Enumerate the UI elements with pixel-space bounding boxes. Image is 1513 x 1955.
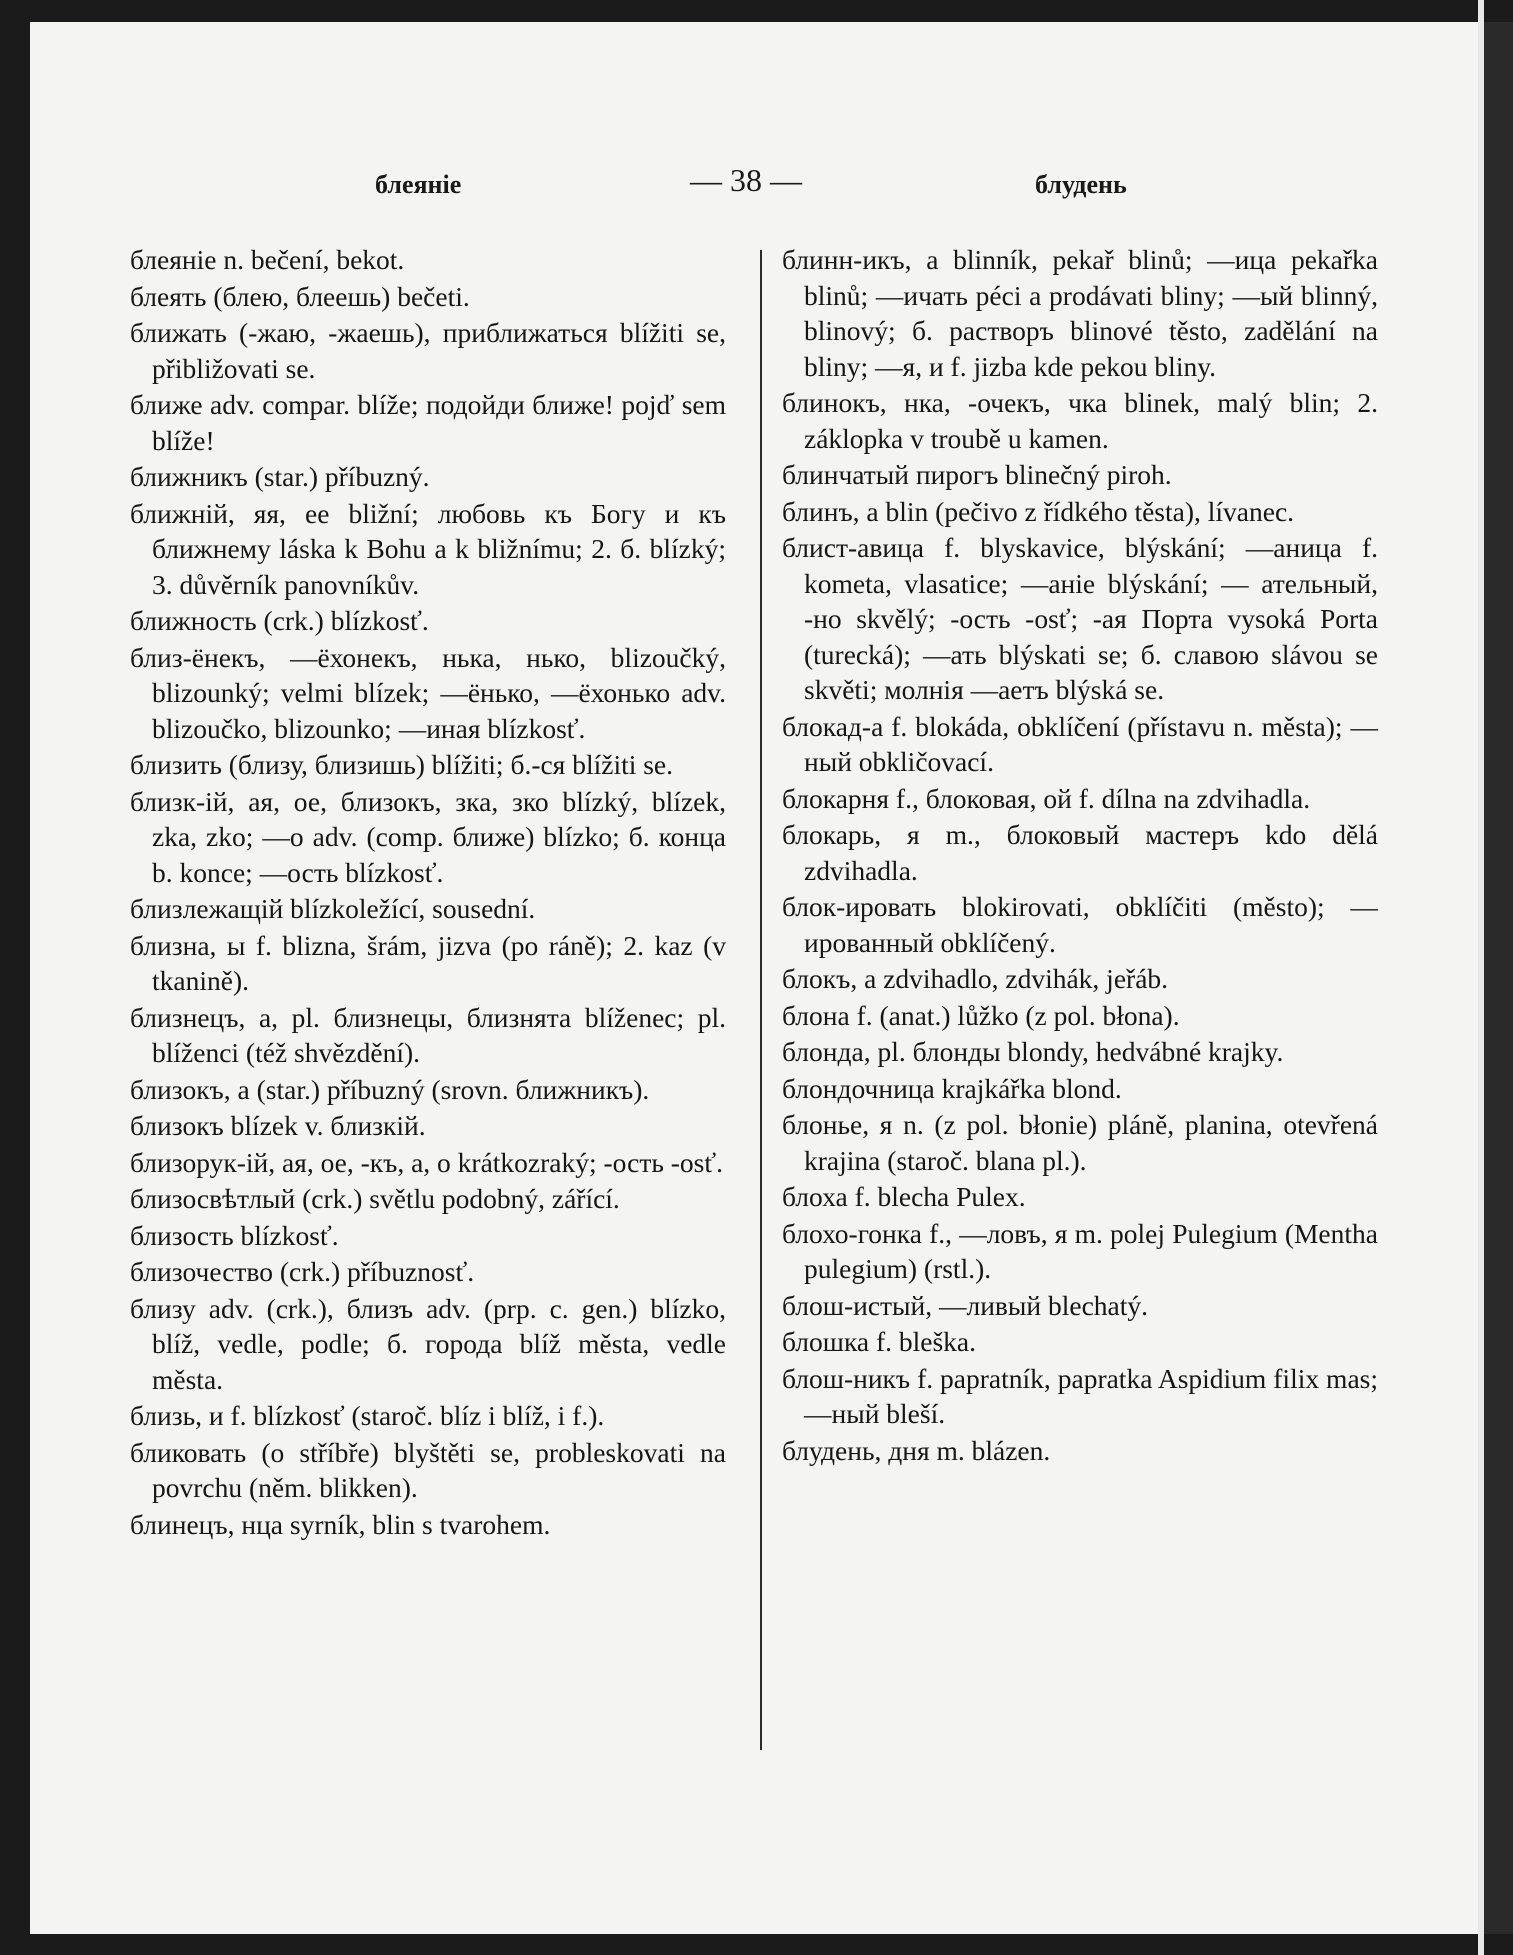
dictionary-entry: ближать (-жаю, -жаешь), приближаться blížiti se, přibližovati se. <box>130 317 726 384</box>
dictionary-entry: ближе adv. compar. blíže; подойди ближе! pojď sem blíže! <box>130 389 726 456</box>
dictionary-entry: близосвѣтлый (crk.) světlu podobný, zářící. <box>130 1183 620 1214</box>
dictionary-entry: близорук-ій, ая, ое, -къ, а, о krátkozraký; -ость -osť. <box>130 1146 723 1178</box>
dictionary-entry: блош-никъ f. papratník, papratka Aspidium filix mas; —ный bleší. <box>782 1362 1378 1429</box>
dictionary-entry: бликовать (o stříbře) blyštěti se, probleskovati na povrchu (něm. blikken). <box>130 1436 726 1503</box>
dictionary-entry: близк-ій, ая, ое, близокъ, зка, зко blízký, blízek, zka, zko; —о adv. (comp. ближе) blízko; б. конца b. konce; —ость blízkosť. <box>130 785 726 888</box>
dictionary-entry: блоха f. blecha Pulex. <box>782 1181 1026 1212</box>
dictionary-entry: блинн-икъ, a blinník, pekař blinů; —ица pekařka blinů; —ичать péci a prodávati bliny; —ый blinný, blinový; б. растворъ blinové těsto, zadělání na bliny; —я, и f. jizba kde pekou bliny. <box>782 244 1378 382</box>
page-header <box>30 162 1478 202</box>
dictionary-entry: блист-авица f. blyskavice, blýskání; —аница f. kometa, vlasatice; —аніе blýskání; — ательный, -но skvělý; -ость -osť; -ая Порта vysoká Porta (turecká); —ать blýskati se; б. славою slávou se skvěti; молнія —аетъ blýská se. <box>782 532 1378 705</box>
dictionary-entry: блинецъ, нца syrník, blin s tvarohem. <box>130 1508 551 1540</box>
dictionary-entry: близна, ы f. blizna, šrám, jizva (po ráně); 2. kaz (v tkanině). <box>130 929 726 996</box>
dictionary-entry: близнецъ, а, pl. близнецы, близнята blíženec; pl. blíženci (též shvězdění). <box>130 1001 726 1068</box>
dictionary-entry: блона f. (anat.) lůžko (z pol. błona). <box>782 999 1180 1031</box>
dictionary-entry: блошка f. bleška. <box>782 1326 977 1357</box>
dictionary-entry: близочество (crk.) příbuznosť. <box>130 1256 475 1287</box>
dictionary-entry: блинокъ, нка, -очекъ, чка blinek, malý blin; 2. záklopka v troubě u kamen. <box>782 387 1378 454</box>
dictionary-entry: близокъ blízek v. близкій. <box>130 1110 426 1141</box>
dictionary-entry: блинчатый пирогъ blinečný piroh. <box>782 459 1172 490</box>
dictionary-entry: блокъ, а zdvihadlo, zdvihák, jeřáb. <box>782 963 1169 994</box>
column-divider <box>760 250 762 1750</box>
dictionary-entry: блок-ировать blokirovati, obklíčiti (město); —ированный obklíčený. <box>782 891 1378 958</box>
dictionary-entry: блондочница krajkářka blond. <box>782 1072 1122 1104</box>
dictionary-page <box>30 22 1478 1934</box>
dictionary-entry: близокъ, а (star.) příbuzný (srovn. ближникъ). <box>130 1073 650 1105</box>
dictionary-entry: блокад-а f. blokáda, obklíčení (přístavu n. města); —ный obkličovací. <box>782 710 1378 777</box>
scan-right-edge <box>1484 22 1513 1934</box>
dictionary-entry: блонда, pl. блонды blondy, hedvábné krajky. <box>782 1036 1284 1067</box>
dictionary-entry: ближній, яя, ее bližní; любовь къ Богу и къ ближнему láska k Bohu a k bližnímu; 2. б. blízký; 3. důvěrník panovníkův. <box>130 497 726 600</box>
header-first-headword: блеяніе <box>375 170 462 199</box>
dictionary-entry: близить (близу, близишь) blížiti; б.-ся blížiti se. <box>130 749 674 780</box>
dictionary-entry: близлежащій blízkoležící, sousední. <box>130 893 536 924</box>
dictionary-entry: блонье, я n. (z pol. błonie) pláně, planina, otevřená krajina (staroč. blana pl.). <box>782 1109 1378 1176</box>
dictionary-entry: ближникъ (star.) příbuzný. <box>130 461 430 492</box>
dictionary-entry: блохо-гонка f., —ловъ, я m. polej Pulegium (Mentha pulegium) (rstl.). <box>782 1217 1378 1284</box>
dictionary-entry: блудень, дня m. blázen. <box>782 1434 1051 1466</box>
dictionary-entry: блинъ, а blin (pečivo z řídkého těsta), lívanec. <box>782 495 1295 527</box>
left-column <box>130 242 726 1932</box>
dictionary-entry: близу adv. (crk.), близъ adv. (prp. c. gen.) blízko, blíž, vedle, podle; б. города blíž města, vedle města. <box>130 1292 726 1395</box>
dictionary-entry: блеять (блею, блеешь) bečeti. <box>130 280 470 312</box>
dictionary-entry: близ-ёнекъ, —ёхонекъ, нька, нько, blizoučký, blizounký; velmi blízek; —ёнько, —ёхонько adv. blizoučko, blizounko; —иная blízkosť. <box>130 641 726 744</box>
header-last-headword: блудень <box>1035 170 1127 199</box>
dictionary-entry: блокарь, я m., блоковый мастеръ kdo dělá zdvihadla. <box>782 819 1378 886</box>
dictionary-entry: блош-истый, —ливый blechatý. <box>782 1289 1149 1321</box>
dictionary-entry: близость blízkosť. <box>130 1219 339 1251</box>
dictionary-entry: ближность (crk.) blízkosť. <box>130 605 429 636</box>
right-column <box>782 242 1378 1932</box>
dictionary-entry: блеяніе n. bečení, bekot. <box>130 244 405 275</box>
page-number: — 38 — <box>690 162 802 198</box>
dictionary-entry: близь, и f. blízkosť (staroč. blíz i blíž, i f.). <box>130 1400 605 1431</box>
dictionary-entry: блокарня f., блоковая, ой f. dílna na zdvihadla. <box>782 782 1311 814</box>
